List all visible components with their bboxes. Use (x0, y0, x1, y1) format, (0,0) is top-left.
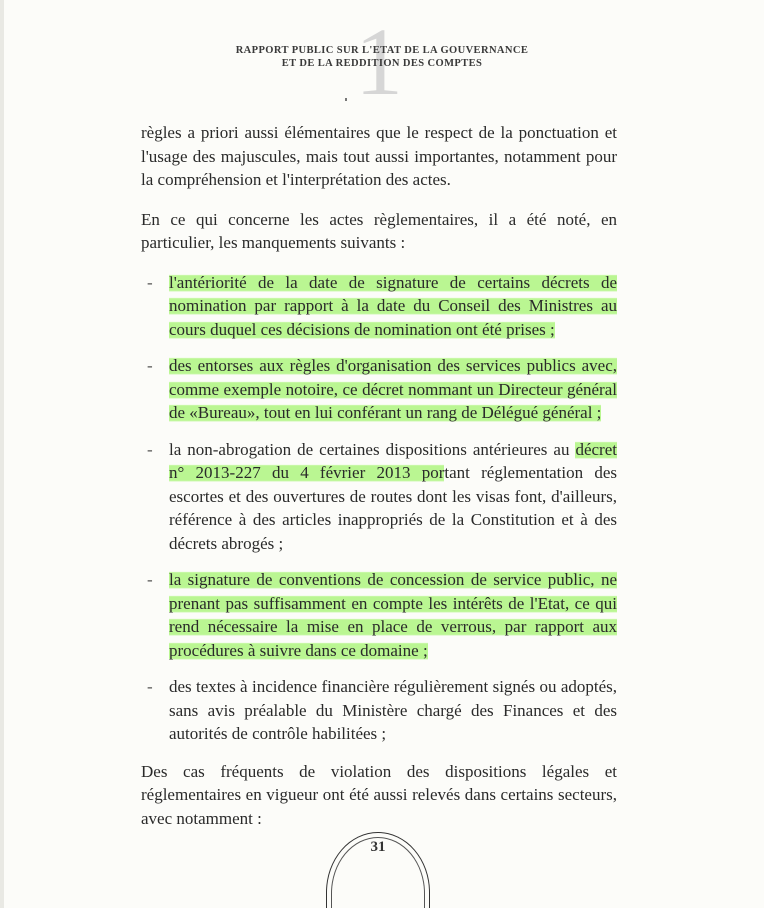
scan-speck (345, 98, 347, 101)
highlighted-text: la signature de conventions de concession de service public, ne prenant pas suffisamment en compte les intérêts de l'Etat, ce qui rend nécessaire la mise en place de verrous, par rapport aux procédures à suivre dans ce domaine ; (169, 570, 617, 660)
highlighted-text: des entorses aux règles d'organisation des services publics avec, comme exemple notoire, ce décret nommant un Directeur général de «Bureau», tout en lui conférant un rang de Délégué général ; (169, 356, 617, 422)
page-number: 31 (370, 839, 386, 855)
list-bullet: - (147, 272, 153, 292)
list-bullet: - (147, 439, 153, 459)
highlighted-text: décret n° 2013-227 du 4 février 2013 por (169, 439, 617, 482)
body-text (141, 121, 617, 846)
paragraph-2: En ce qui concerne les actes règlementaires, il a été noté, en particulier, les manquements suivants : (141, 209, 617, 252)
list-item (147, 438, 617, 556)
paragraph-3: Des cas fréquents de violation des dispositions légales et réglementaires en vigueur ont été aussi relevés dans certains secteurs, avec notamment : (141, 761, 617, 828)
list-item (147, 354, 617, 425)
list-item (147, 568, 617, 662)
header-line-1: RAPPORT PUBLIC SUR L'ETAT DE LA GOUVERNANCE (235, 45, 529, 56)
list-bullet: - (147, 356, 153, 375)
scan-edge (0, 0, 4, 908)
list-item (147, 271, 617, 342)
list-item (147, 675, 617, 746)
shortcomings-list (141, 271, 617, 746)
item-text: la non-abrogation de certaines dispositions antérieures au (169, 439, 576, 459)
highlighted-text: l'antériorité de la date de signature de certains décrets de nomination par rapport à la date du Conseil des Ministres au cours duquel ces décisions de nomination ont été prises ; (169, 272, 617, 339)
list-bullet: - (147, 570, 153, 589)
item-text: tant réglementation des escortes et des ouvertures de routes dont les visas font, d'ailleurs, référence à des articles inappropriés de la Constitution et à des décrets abrogés ; (169, 463, 617, 553)
list-bullet: - (147, 677, 153, 696)
header-line-2: ET DE LA REDDITION DES COMPTES (281, 58, 483, 69)
chapter-number: 1 (355, 8, 403, 115)
running-header (0, 44, 764, 70)
paragraph-1: règles a priori aussi élémentaires que le respect de la ponctuation et l'usage des majuscules, mais tout aussi importantes, notamment pour la compréhension et l'interprétation des actes. (141, 123, 617, 189)
item-text: des textes à incidence financière régulièrement signés ou adoptés, sans avis préalable du Ministère chargé des Finances et des autorités de contrôle habilitées ; (169, 677, 617, 743)
